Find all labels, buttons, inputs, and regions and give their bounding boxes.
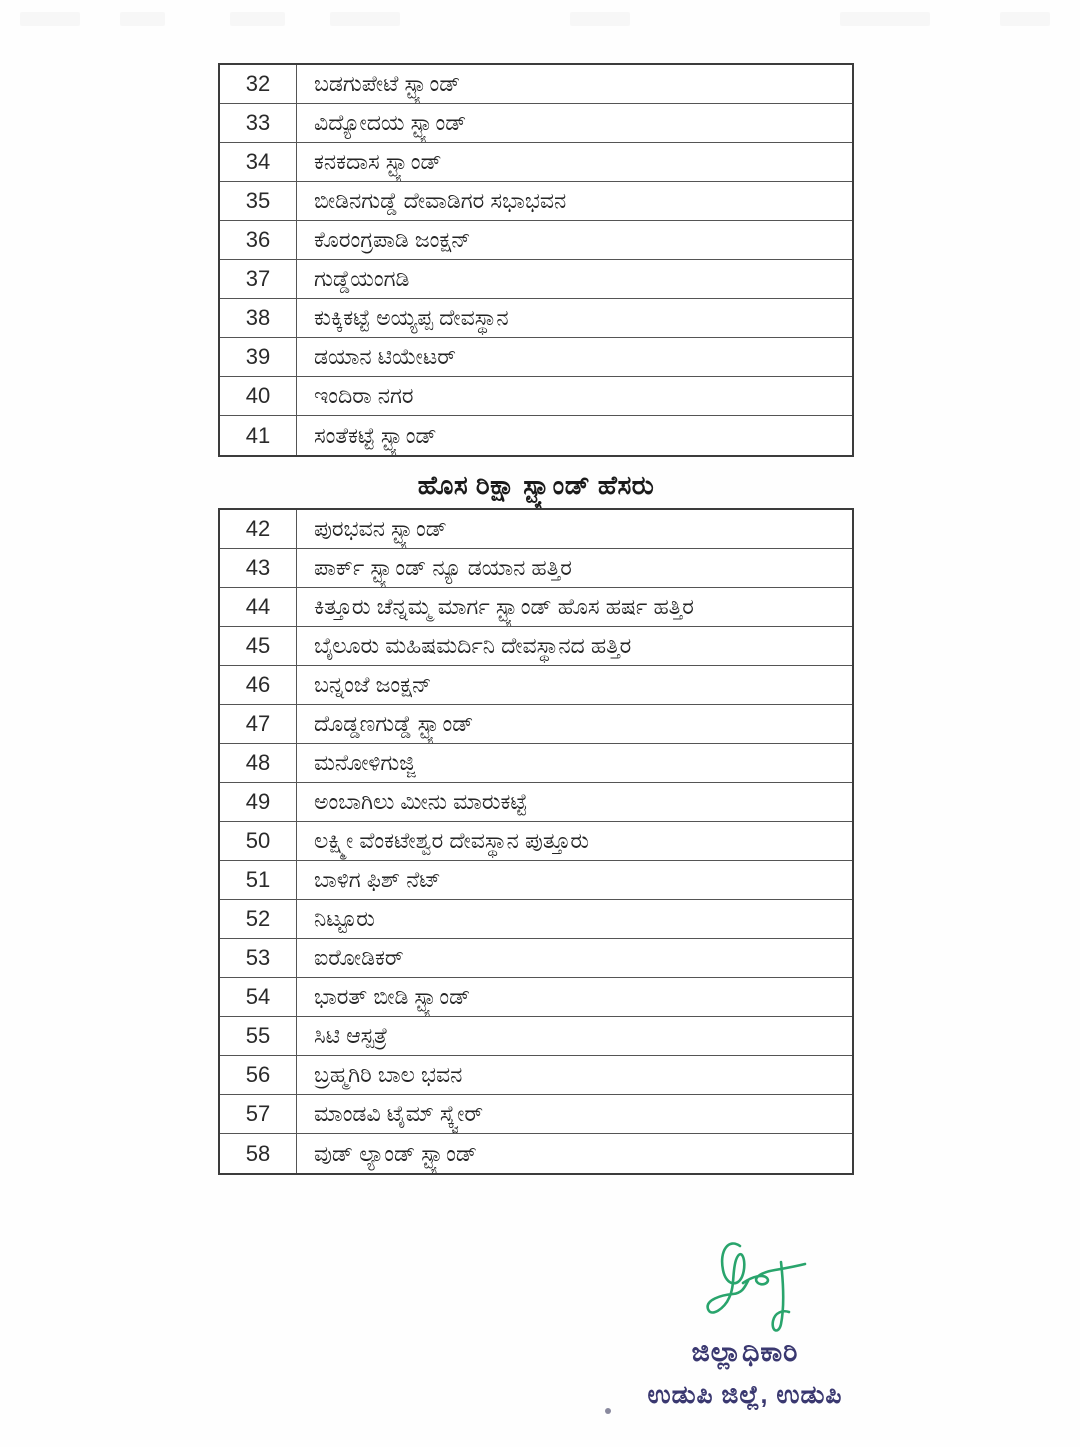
- stand-name: ಸಿಟಿ ಆಸ್ಪತ್ರೆ: [314, 1023, 388, 1048]
- table-row: [220, 588, 852, 627]
- row-number: 38: [220, 299, 297, 337]
- table-row: [220, 666, 852, 705]
- row-number: 47: [220, 705, 297, 743]
- stand-name: ಕನಕದಾಸ ಸ್ಟ್ಯಾಂಡ್: [314, 149, 442, 174]
- row-number: 36: [220, 221, 297, 259]
- row-number: 52: [220, 900, 297, 938]
- row-number: 46: [220, 666, 297, 704]
- rickshaw-stand-table-2: [218, 508, 854, 1175]
- table-row: [220, 260, 852, 299]
- row-number: 55: [220, 1017, 297, 1055]
- row-number: 56: [220, 1056, 297, 1094]
- ink-dot-artifact: [605, 1408, 611, 1414]
- stand-name: ಕಿತ್ತೂರು ಚೆನ್ನಮ್ಮ ಮಾರ್ಗ ಸ್ಟ್ಯಾಂಡ್ ಹೊಸ ಹರ್ಷ ಹತ್ತಿರ: [314, 594, 694, 619]
- row-number: 44: [220, 588, 297, 626]
- table-row: [220, 744, 852, 783]
- row-number: 49: [220, 783, 297, 821]
- table-row: [220, 377, 852, 416]
- stand-name: ಬಡಗುಪೇಟೆ ಸ್ಟ್ಯಾಂಡ್: [314, 71, 461, 96]
- stand-name: ಕುಕ್ಕಿಕಟ್ಟೆ ಅಯ್ಯಪ್ಪ ದೇವಸ್ಥಾನ: [314, 305, 509, 330]
- section-heading-new-rickshaw-stands: ಹೊಸ ರಿಕ್ಷಾ ಸ್ಟ್ಯಾಂಡ್ ಹೆಸರು: [417, 470, 655, 500]
- row-number: 33: [220, 104, 297, 142]
- table-row: [220, 822, 852, 861]
- stand-name: ಗುಡ್ಡೆಯಂಗಡಿ: [314, 266, 410, 291]
- table-row: [220, 1056, 852, 1095]
- stand-name: ಸಂತೆಕಟ್ಟೆ ಸ್ಟ್ಯಾಂಡ್: [314, 422, 437, 448]
- row-number: 42: [220, 510, 297, 548]
- row-number: 43: [220, 549, 297, 587]
- row-number: 37: [220, 260, 297, 298]
- table-row: [220, 221, 852, 260]
- stand-name: ನಿಟ್ಟೂರು: [314, 906, 375, 931]
- table-row: [220, 861, 852, 900]
- stand-name: ಕೊರಂಗ್ರಪಾಡಿ ಜಂಕ್ಷನ್: [314, 227, 471, 252]
- table-row: [220, 143, 852, 182]
- stand-name: ಬಾಳಿಗ ಫಿಶ್ ನೆಟ್: [314, 867, 441, 892]
- row-number: 40: [220, 377, 297, 415]
- stand-name: ವುಡ್ ಲ್ಯಾಂಡ್ ಸ್ಟ್ಯಾಂಡ್: [314, 1140, 478, 1166]
- stand-name: ವಿದ್ಯೋದಯ ಸ್ಟ್ಯಾಂಡ್: [314, 110, 467, 135]
- stand-name: ಲಕ್ಷ್ಮೀ ವೆಂಕಟೇಶ್ವರ ದೇವಸ್ಥಾನ ಪುತ್ತೂರು: [314, 828, 590, 853]
- stand-name: ಮನೋಳಿಗುಜ್ಜಿ: [314, 750, 416, 775]
- stand-name: ಬೀಡಿನಗುಡ್ಡೆ ದೇವಾಡಿಗರ ಸಭಾಭವನ: [314, 188, 567, 213]
- stand-name: ಅಂಬಾಗಿಲು ಮೀನು ಮಾರುಕಟ್ಟೆ: [314, 789, 528, 814]
- table-row: [220, 1134, 852, 1173]
- rickshaw-stand-table-1: [218, 63, 854, 457]
- row-number: 53: [220, 939, 297, 977]
- stand-name: ಬ್ರಹ್ಮಗಿರಿ ಬಾಲ ಭವನ: [314, 1062, 463, 1087]
- table-row: [220, 627, 852, 666]
- table-row: [220, 104, 852, 143]
- stand-name: ಭಾರತ್ ಬೀಡಿ ಸ್ಟ್ಯಾಂಡ್: [314, 984, 471, 1009]
- table-row: [220, 182, 852, 221]
- stamp-district: ಉಡುಪಿ ಜಿಲ್ಲೆ, ಉಡುಪಿ: [647, 1381, 843, 1409]
- stamp-designation: ಜಿಲ್ಲಾಧಿಕಾರಿ: [691, 1337, 799, 1367]
- stand-name: ಪಾರ್ಕ್ ಸ್ಟ್ಯಾಂಡ್ ನ್ಯೂ ಡಯಾನ ಹತ್ತಿರ: [314, 555, 572, 580]
- scan-artifact-band: [0, 12, 1080, 30]
- row-number: 50: [220, 822, 297, 860]
- stand-name: ಮಾಂಡವಿ ಟೈಮ್ ಸ್ಕ್ವೇರ್: [314, 1101, 484, 1126]
- row-number: 34: [220, 143, 297, 181]
- row-number: 35: [220, 182, 297, 220]
- stand-name: ಪುರಭವನ ಸ್ಟ್ಯಾಂಡ್: [314, 516, 447, 541]
- table-row: [220, 549, 852, 588]
- table-row: [220, 978, 852, 1017]
- table-row: [220, 705, 852, 744]
- table-row: [220, 939, 852, 978]
- signature-ink: [693, 1238, 813, 1340]
- table-row: [220, 65, 852, 104]
- table-row: [220, 299, 852, 338]
- stand-name: ಬನ್ನಂಜೆ ಜಂಕ್ಷನ್: [314, 672, 432, 697]
- row-number: 51: [220, 861, 297, 899]
- row-number: 32: [220, 65, 297, 103]
- stand-name: ಬೈಲೂರು ಮಹಿಷಮರ್ದಿನಿ ದೇವಸ್ಥಾನದ ಹತ್ತಿರ: [314, 633, 632, 658]
- row-number: 48: [220, 744, 297, 782]
- table-row: [220, 783, 852, 822]
- table-row: [220, 510, 852, 549]
- stand-name: ಐರೋಡಿಕರ್: [314, 945, 404, 970]
- table-row: [220, 900, 852, 939]
- table-row: [220, 416, 852, 455]
- stand-name: ಇಂದಿರಾ ನಗರ: [314, 383, 414, 408]
- table-row: [220, 338, 852, 377]
- row-number: 58: [220, 1134, 297, 1173]
- row-number: 57: [220, 1095, 297, 1133]
- table-row: [220, 1095, 852, 1134]
- table-row: [220, 1017, 852, 1056]
- row-number: 45: [220, 627, 297, 665]
- row-number: 41: [220, 416, 297, 455]
- row-number: 54: [220, 978, 297, 1016]
- stand-name: ಡಯಾನ ಟಿಯೇಟರ್: [314, 344, 456, 369]
- stand-name: ದೊಡ್ಡಣಗುಡ್ಡೆ ಸ್ಟ್ಯಾಂಡ್: [314, 711, 474, 736]
- row-number: 39: [220, 338, 297, 376]
